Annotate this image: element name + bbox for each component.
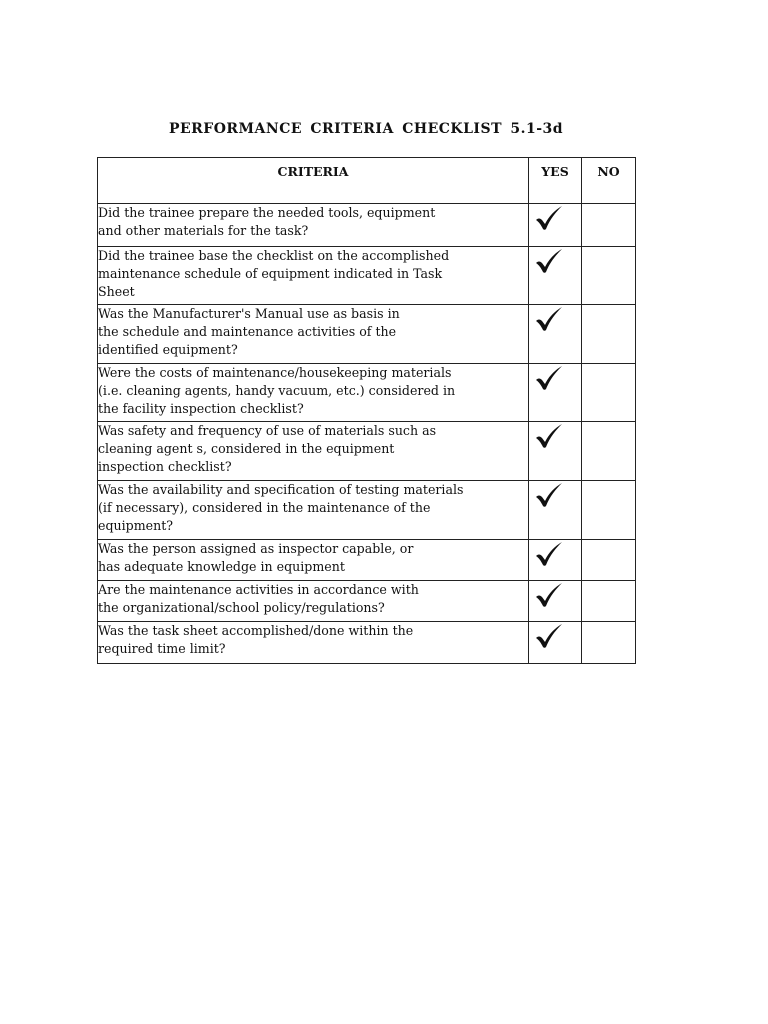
criteria-cell: Did the trainee prepare the needed tools, equipment and other materials for the task? bbox=[98, 204, 529, 247]
checkmark-icon bbox=[534, 482, 564, 508]
checkmark-icon bbox=[534, 623, 564, 649]
criteria-cell: Did the trainee base the checklist on the accomplished maintenance schedule of equipment indicated in Task Sheet bbox=[98, 247, 529, 305]
checkmark-icon bbox=[534, 248, 564, 274]
yes-column-header: YES bbox=[529, 158, 582, 204]
checkmark-icon bbox=[534, 205, 564, 231]
no-cell bbox=[582, 581, 636, 622]
no-cell bbox=[582, 481, 636, 540]
no-cell bbox=[582, 305, 636, 364]
no-cell bbox=[582, 622, 636, 664]
checkmark-icon bbox=[534, 306, 564, 332]
yes-cell bbox=[529, 540, 582, 581]
table-header-row bbox=[98, 158, 636, 204]
no-cell bbox=[582, 364, 636, 422]
yes-cell bbox=[529, 481, 582, 540]
table-row bbox=[98, 422, 636, 481]
criteria-cell: Was the availability and specification of testing materials (if necessary), considered in the maintenance of the equipment? bbox=[98, 481, 529, 540]
table-row bbox=[98, 581, 636, 622]
checkmark-icon bbox=[534, 423, 564, 449]
no-cell bbox=[582, 247, 636, 305]
table-row bbox=[98, 481, 636, 540]
table-row bbox=[98, 305, 636, 364]
table-row bbox=[98, 540, 636, 581]
yes-cell bbox=[529, 247, 582, 305]
yes-cell bbox=[529, 204, 582, 247]
no-cell bbox=[582, 540, 636, 581]
checkmark-icon bbox=[534, 365, 564, 391]
yes-cell bbox=[529, 364, 582, 422]
table-row bbox=[98, 364, 636, 422]
criteria-cell: Was safety and frequency of use of materials such as cleaning agent s, considered in the equipment inspection checklist? bbox=[98, 422, 529, 481]
checkmark-icon bbox=[534, 541, 564, 567]
table-row bbox=[98, 204, 636, 247]
yes-cell bbox=[529, 422, 582, 481]
page-title: PERFORMANCE CRITERIA CHECKLIST 5.1-3d bbox=[168, 121, 564, 137]
criteria-column-header: CRITERIA bbox=[98, 158, 529, 204]
criteria-cell: Were the costs of maintenance/housekeeping materials (i.e. cleaning agents, handy vacuum, etc.) considered in the facility inspection checklist? bbox=[98, 364, 529, 422]
no-cell bbox=[582, 422, 636, 481]
criteria-cell: Was the task sheet accomplished/done within the required time limit? bbox=[98, 622, 529, 664]
no-cell bbox=[582, 204, 636, 247]
yes-cell bbox=[529, 622, 582, 664]
criteria-cell: Was the person assigned as inspector capable, or has adequate knowledge in equipment bbox=[98, 540, 529, 581]
table-row bbox=[98, 247, 636, 305]
criteria-cell: Was the Manufacturer's Manual use as basis in the schedule and maintenance activities of the identified equipment? bbox=[98, 305, 529, 364]
table-row bbox=[98, 622, 636, 664]
yes-cell bbox=[529, 581, 582, 622]
checkmark-icon bbox=[534, 582, 564, 608]
no-column-header: NO bbox=[582, 158, 636, 204]
yes-cell bbox=[529, 305, 582, 364]
criteria-checklist-table bbox=[97, 157, 636, 664]
criteria-cell: Are the maintenance activities in accordance with the organizational/school policy/regulations? bbox=[98, 581, 529, 622]
